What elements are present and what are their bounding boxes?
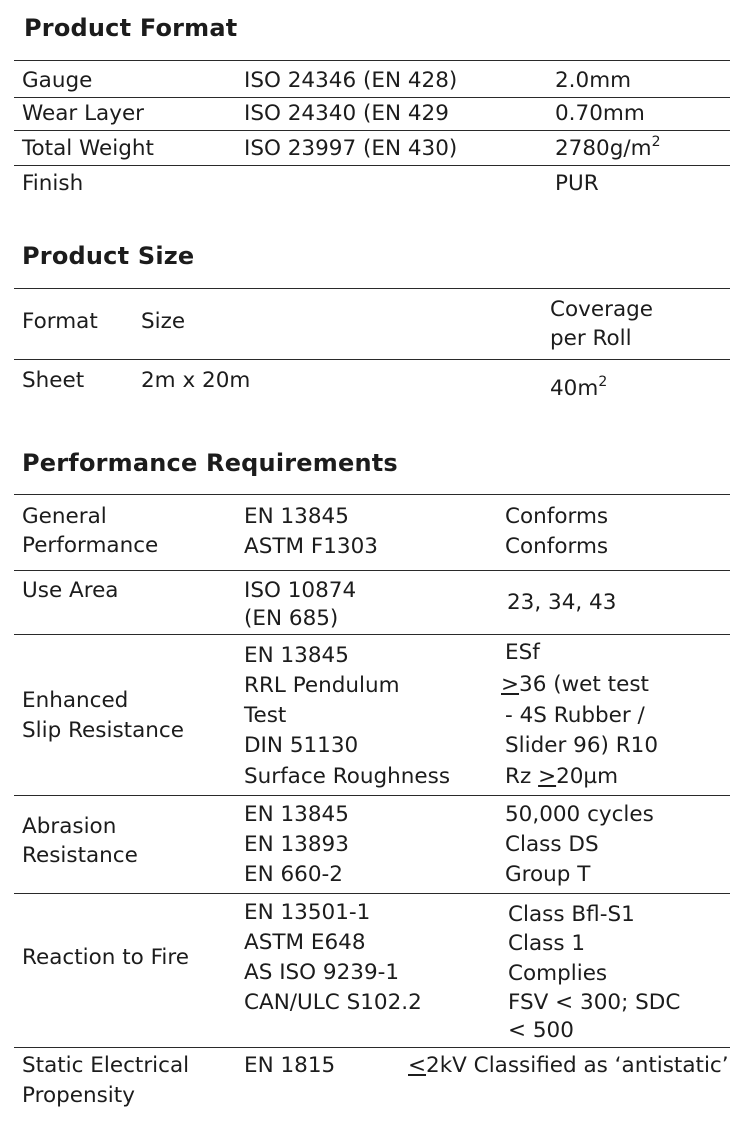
general-standard-2: ASTM F1303 [244,534,378,559]
divider [14,288,730,289]
static-label-line2: Propensity [22,1083,135,1108]
fire-value-1: Class Bfl-S1 [508,902,635,927]
slip-label-line1: Enhanced [22,688,129,713]
abrasion-standard-2: EN 13893 [244,832,349,857]
fire-standard-1: EN 13501-1 [244,900,371,925]
sheet-size: 2m x 20m [141,368,251,393]
divider [14,893,730,894]
slip-value-4: Slider 96) R10 [505,733,659,758]
wear-layer-label: Wear Layer [22,101,145,126]
slip-standard-2: RRL Pendulum [244,673,400,698]
performance-heading: Performance Requirements [22,449,398,477]
product-format-heading: Product Format [24,14,238,42]
static-value: <2kV Classified as ‘antistatic’ [408,1053,729,1078]
use-area-standard-1: ISO 10874 [244,578,357,603]
slip-standard-3: Test [244,703,287,728]
product-size-heading: Product Size [22,242,195,270]
fire-standard-4: CAN/ULC S102.2 [244,990,422,1015]
fire-value-2: Class 1 [508,931,586,956]
sheet-coverage: $40m^2$ [550,374,608,401]
wear-layer-value: 0.70mm [555,101,645,126]
format-header: Format [22,309,98,334]
divider [14,795,730,796]
general-value-1: Conforms [505,504,609,529]
total-weight-standard: ISO 23997 (EN 430) [244,136,458,161]
abrasion-standard-3: EN 660-2 [244,862,343,887]
slip-value-3: - 4S Rubber / [505,703,645,728]
size-header: Size [141,309,186,334]
abrasion-value-3: Group T [505,862,591,887]
divider [14,359,730,360]
static-label-line1: Static Electrical [22,1053,190,1078]
use-area-label: Use Area [22,578,119,603]
sheet-format: Sheet [22,368,85,393]
divider [14,130,730,131]
abrasion-value-1: 50,000 cycles [505,802,654,827]
divider [14,165,730,166]
slip-label-line2: Slip Resistance [22,718,184,743]
use-area-standard-2: (EN 685) [244,606,339,631]
fire-standard-3: AS ISO 9239-1 [244,960,400,985]
abrasion-label-line1: Abrasion [22,814,117,839]
static-standard: EN 1815 [244,1053,336,1078]
divider [14,60,730,61]
slip-value-2: >36 (wet test [501,672,649,697]
total-weight-label: Total Weight [22,136,154,161]
use-area-value: 23, 34, 43 [507,590,617,615]
divider [14,570,730,571]
slip-standard-5: Surface Roughness [244,764,451,789]
wear-layer-standard: ISO 24340 (EN 429 [244,101,449,126]
divider [14,97,730,98]
fire-value-5: < 500 [508,1018,574,1043]
abrasion-label-line2: Resistance [22,843,138,868]
coverage-header-line2: per Roll [550,326,632,351]
divider [14,1047,730,1048]
total-weight-value: $2780g/m^2$ [555,134,661,161]
slip-standard-4: DIN 51130 [244,733,359,758]
gauge-value: 2.0mm [555,68,632,93]
divider [14,634,730,635]
abrasion-value-2: Class DS [505,832,599,857]
gauge-standard: ISO 24346 (EN 428) [244,68,458,93]
general-standard-1: EN 13845 [244,504,349,529]
slip-standard-1: EN 13845 [244,643,349,668]
finish-label: Finish [22,171,84,196]
fire-value-3: Complies [508,961,608,986]
fire-label: Reaction to Fire [22,945,190,970]
finish-value: PUR [555,171,599,196]
slip-value-1: ESf [505,640,540,665]
fire-standard-2: ASTM E648 [244,930,366,955]
fire-value-4: FSV < 300; SDC [508,990,681,1015]
general-label-line1: General [22,504,107,529]
abrasion-standard-1: EN 13845 [244,802,349,827]
gauge-label: Gauge [22,68,93,93]
general-label-line2: Performance [22,533,159,558]
divider [14,494,730,495]
general-value-2: Conforms [505,534,609,559]
coverage-header-line1: Coverage [550,297,654,322]
slip-value-5: Rz >20µm [505,764,619,789]
